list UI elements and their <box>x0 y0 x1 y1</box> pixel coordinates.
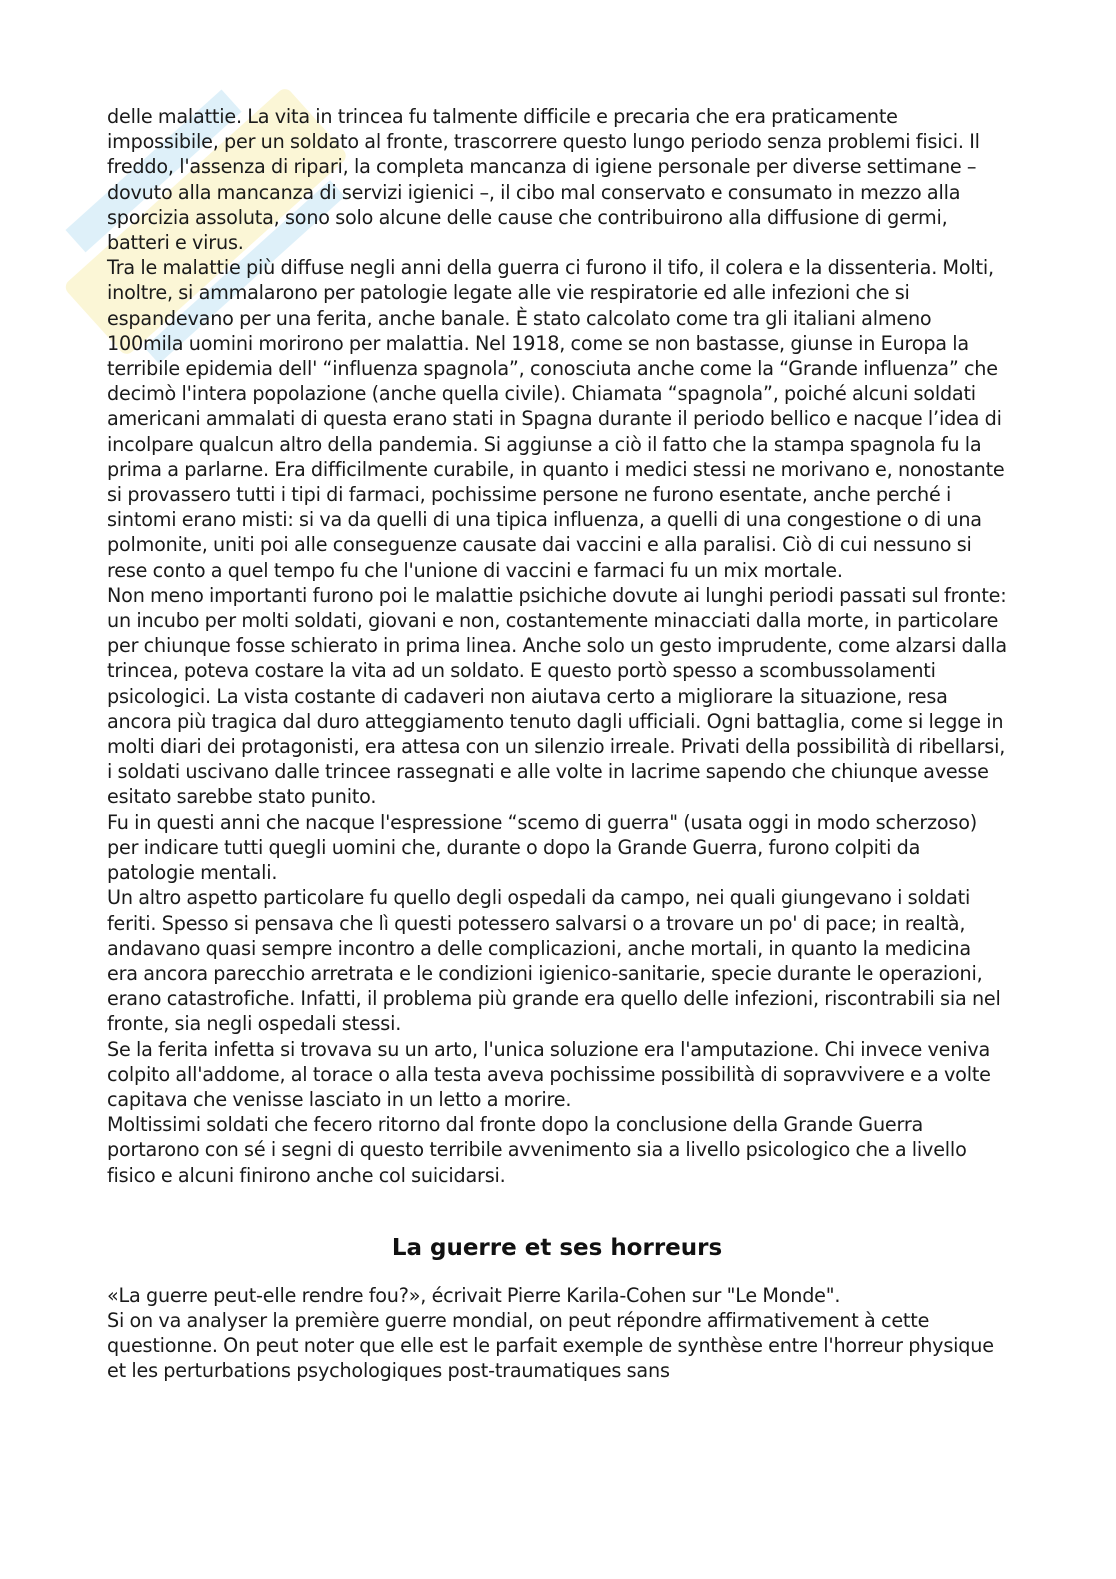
french-paragraph-quote: «La guerre peut-elle rendre fou?», écrivait Pierre Karila-Cohen sur "Le Monde". <box>107 1283 841 1307</box>
paragraph-psychic-illness: Non meno importanti furono poi le malattie psichiche dovute ai lunghi periodi passati sul fronte: un incubo per molti soldati, giovani e non, costantemente minacciati dalla morte, in particolare per chiunque fosse schierato in prima linea. Anche solo un gesto imprudente, come alzarsi dalla trincea, poteva costare la vita ad un soldato. E questo portò spesso a scombussolamenti psicologici. La vista costante di cadaveri non aiutava certo a migliorare la situazione, resa ancora più tragica dal duro atteggiamento tenuto dagli ufficiali. Ogni battaglia, come si legge in molti diari dei protagonisti, era attesa con un silenzio irreale. Privati della possibilità di ribellarsi, i soldati uscivano dalle trincee rassegnati e alle volte in lacrime sapendo che chiunque avesse esitato sarebbe stato punito. <box>107 583 1007 809</box>
paragraph-scemo-di-guerra: Fu in questi anni che nacque l'espressione “scemo di guerra" (usata oggi in modo scherzoso) per indicare tutti quegli uomini che, durante o dopo la Grande Guerra, furono colpiti da patologie mentali. <box>107 810 978 885</box>
french-paragraph-analysis: Si on va analyser la première guerre mondial, on peut répondre affirmativement à cette questionne. On peut noter que elle est le parfait exemple de synthèse entre l'horreur physique et les perturbations psychologiques post-traumatiques sans <box>107 1308 994 1383</box>
section-title: La guerre et ses horreurs <box>391 1234 723 1261</box>
paragraph-field-hospitals: Un altro aspetto particolare fu quello degli ospedali da campo, nei quali giungevano i soldati feriti. Spesso si pensava che lì questi potessero salvarsi o a trovare un po' di pace; in realtà, andavano quasi sempre incontro a delle complicazioni, anche mortali, in quanto la medicina era ancora parecchio arretrata e le condizioni igienico-sanitarie, specie durante le operazioni, erano catastrofiche. Infatti, il problema più grande era quello delle infezioni, riscontrabili sia nel fronte, sia negli ospedali stessi. <box>107 886 1001 1036</box>
document-page <box>107 104 1007 1384</box>
paragraph-epidemics: Tra le malattie più diffuse negli anni della guerra ci furono il tifo, il colera e la dissenteria. Molti, inoltre, si ammalarono per patologie legate alle vie respiratorie ed alle infezioni che si espandevano per una ferita, anche banale. È stato calcolato come tra gli italiani almeno 100mila uomini morirono per malattia. Nel 1918, come se non bastasse, giunse in Europa la terribile epidemia dell' “influenza spagnola”, conosciuta anche come la “Grande influenza” che decimò l'intera popolazione (anche quella civile). Chiamata “spagnola”, poiché alcuni soldati americani ammalati di questa erano stati in Spagna durante il periodo bellico e nacque l’idea di incolpare qualcun altro della pandemia. Si aggiunse a ciò il fatto che la stampa spagnola fu la prima a parlarne. Era difficilmente curabile, in quanto i medici stessi ne morivano e, nonostante si provassero tutti i tipi di farmaci, pochissime persone ne furono esentate, anche perché i sintomi erano misti: si va da quelli di una tipica influenza, a quelli di una congestione o di una polmonite, uniti poi alle conseguenze causate dai vaccini e alla paralisi. Ciò di cui nessuno si rese conto a quel tempo fu che l'unione di vaccini e farmaci fu un mix mortale. <box>107 256 1005 582</box>
paragraph-amputation: Se la ferita infetta si trovava su un arto, l'unica soluzione era l'amputazione. Chi invece veniva colpito all'addome, al torace o alla testa aveva pochissime possibilità di sopravvivere e a volte capitava che venisse lasciato in un letto a morire. <box>107 1037 991 1111</box>
paragraph-aftermath: Moltissimi soldati che fecero ritorno dal fronte dopo la conclusione della Grande Guerra portarono con sé i segni di questo terribile avvenimento sia a livello psicologico che a livello fisico e alcuni finirono anche col suicidarsi. <box>107 1113 967 1187</box>
paragraph-diseases-intro: delle malattie. La vita in trincea fu talmente difficile e precaria che era praticamente impossibile, per un soldato al fronte, trascorrere questo lungo periodo senza problemi fisici. Il freddo, l'assenza di ripari, la completa mancanza di igiene personale per diverse settimane – dovuto alla mancanza di servizi igienici –, il cibo mal conservato e consumato in mezzo alla sporcizia assoluta, sono solo alcune delle cause che contribuirono alla diffusione di germi, batteri e virus. <box>107 105 980 255</box>
